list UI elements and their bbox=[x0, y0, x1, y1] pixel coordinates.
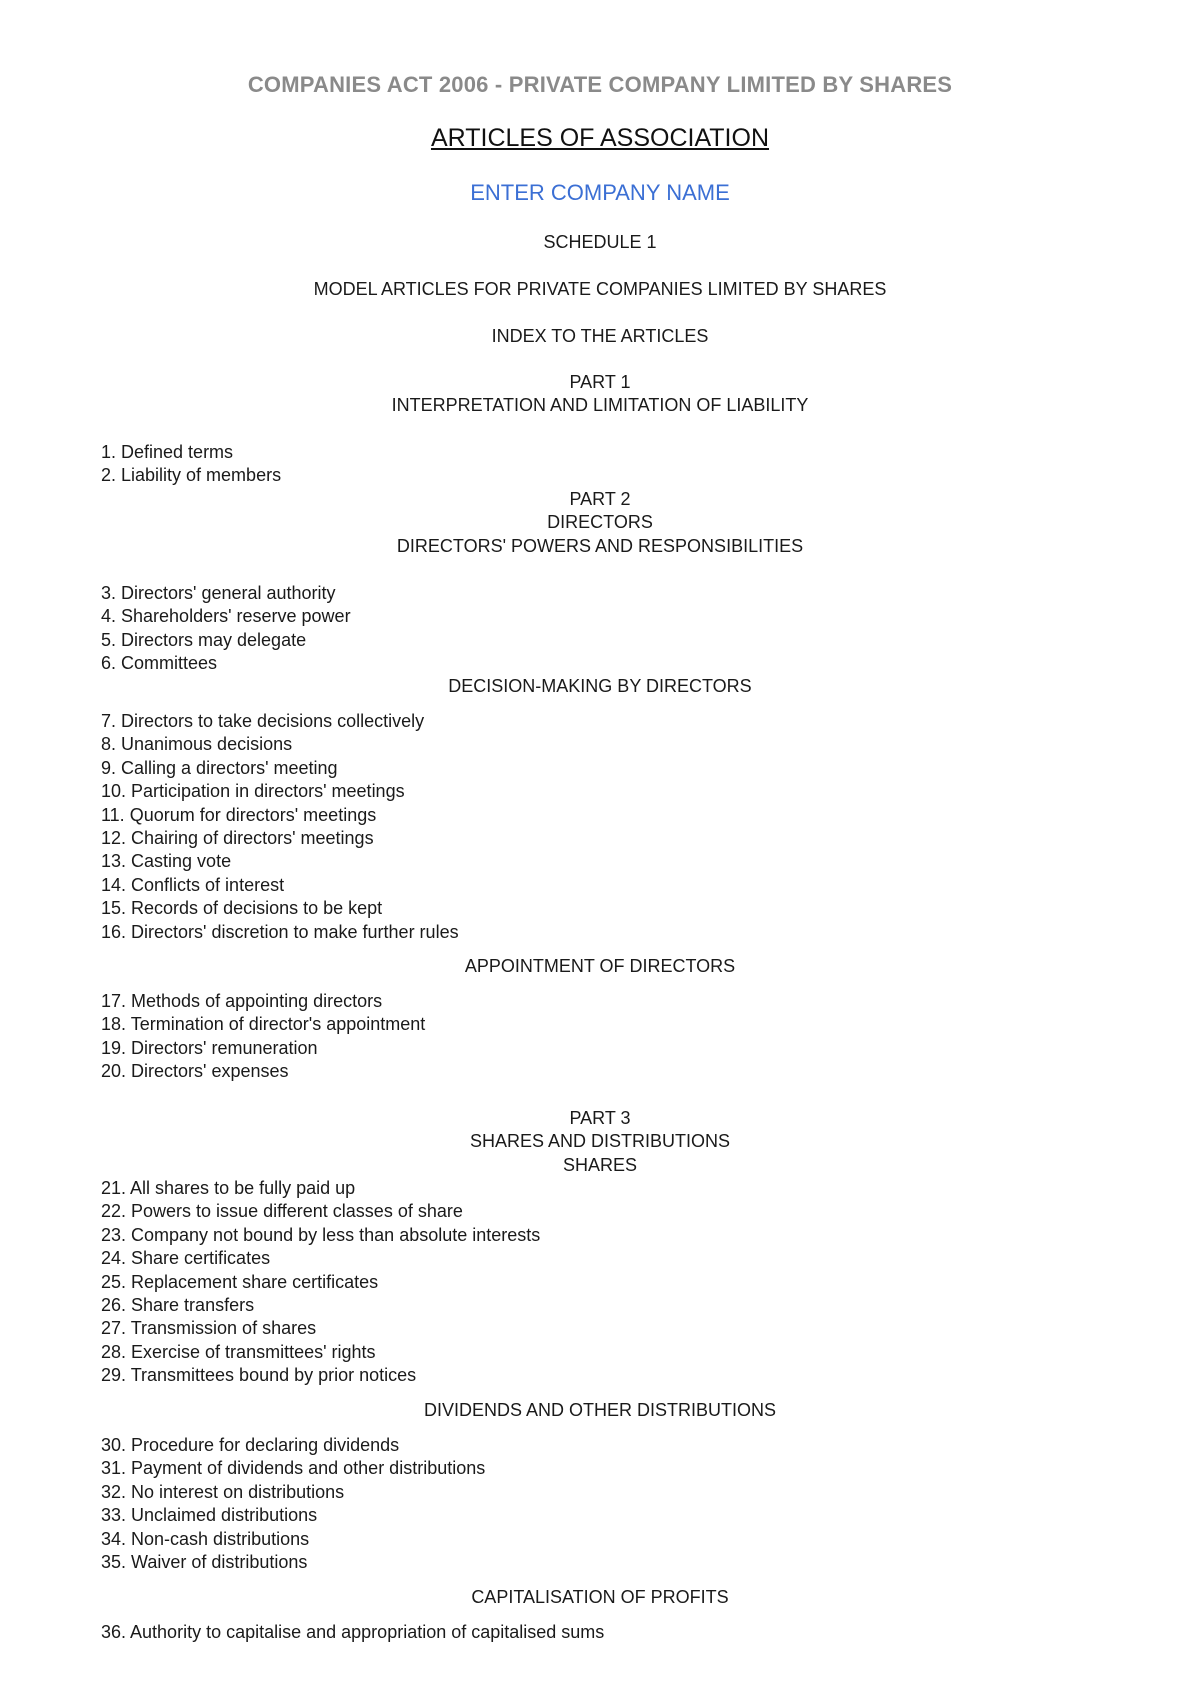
list-item[interactable]: 12. Chairing of directors' meetings bbox=[101, 828, 374, 849]
part3-heading bbox=[0, 1107, 1200, 1177]
part2-label: PART 2 bbox=[569, 489, 631, 509]
part3-sub2: DIVIDENDS AND OTHER DISTRIBUTIONS bbox=[423, 1400, 777, 1420]
list-item[interactable]: 29. Transmittees bound by prior notices bbox=[101, 1365, 417, 1386]
list-item[interactable]: 21. All shares to be fully paid up bbox=[101, 1178, 356, 1198]
list-item[interactable]: 14. Conflicts of interest bbox=[101, 874, 285, 895]
part2-sub3: APPOINTMENT OF DIRECTORS bbox=[464, 956, 736, 976]
list-item[interactable]: 8. Unanimous decisions bbox=[101, 734, 293, 755]
part3-list1 bbox=[101, 1177, 540, 1388]
part3-list3 bbox=[101, 1621, 604, 1644]
list-item[interactable]: 7. Directors to take decisions collectively bbox=[101, 711, 425, 731]
index-heading: INDEX TO THE ARTICLES bbox=[491, 326, 709, 346]
list-item[interactable]: 17. Methods of appointing directors bbox=[101, 991, 383, 1011]
part2-list3 bbox=[101, 990, 425, 1084]
part2-heading bbox=[0, 488, 1200, 558]
list-item[interactable]: 1. Defined terms bbox=[101, 442, 234, 462]
list-item[interactable]: 22. Powers to issue different classes of share bbox=[101, 1201, 463, 1222]
list-item[interactable]: 18. Termination of director's appointment bbox=[101, 1014, 426, 1035]
list-item[interactable]: 2. Liability of members bbox=[101, 465, 282, 486]
list-item[interactable]: 36. Authority to capitalise and appropriation of capitalised sums bbox=[101, 1622, 605, 1642]
list-item[interactable]: 4. Shareholders' reserve power bbox=[101, 606, 351, 627]
list-item[interactable]: 5. Directors may delegate bbox=[101, 629, 307, 650]
list-item[interactable]: 33. Unclaimed distributions bbox=[101, 1505, 318, 1526]
part2-sub1: DIRECTORS' POWERS AND RESPONSIBILITIES bbox=[396, 535, 804, 556]
list-item[interactable]: 3. Directors' general authority bbox=[101, 583, 336, 603]
part1-label: PART 1 bbox=[569, 372, 631, 392]
part2-title: DIRECTORS bbox=[547, 512, 653, 533]
document-header: COMPANIES ACT 2006 - PRIVATE COMPANY LIMITED BY SHARES bbox=[247, 72, 953, 97]
list-item[interactable]: 16. Directors' discretion to make further rules bbox=[101, 921, 459, 942]
list-item[interactable]: 20. Directors' expenses bbox=[101, 1061, 289, 1082]
list-item[interactable]: 30. Procedure for declaring dividends bbox=[101, 1435, 400, 1455]
part2-sub2: DECISION-MAKING BY DIRECTORS bbox=[448, 676, 752, 696]
list-item[interactable]: 35. Waiver of distributions bbox=[101, 1552, 308, 1573]
list-item[interactable]: 9. Calling a directors' meeting bbox=[101, 757, 338, 778]
list-item[interactable]: 26. Share transfers bbox=[101, 1295, 255, 1316]
part3-title: SHARES AND DISTRIBUTIONS bbox=[469, 1131, 731, 1152]
part2-list2 bbox=[101, 710, 459, 944]
list-item[interactable]: 32. No interest on distributions bbox=[101, 1481, 345, 1502]
list-item[interactable]: 13. Casting vote bbox=[101, 851, 232, 872]
schedule-heading: SCHEDULE 1 bbox=[543, 232, 657, 252]
list-item[interactable]: 34. Non-cash distributions bbox=[101, 1528, 310, 1549]
part1-title: INTERPRETATION AND LIMITATION OF LIABILITY bbox=[391, 395, 809, 416]
part3-sub3: CAPITALISATION OF PROFITS bbox=[471, 1587, 729, 1607]
list-item[interactable]: 23. Company not bound by less than absolute interests bbox=[101, 1224, 541, 1245]
part3-sub1: SHARES bbox=[562, 1154, 638, 1175]
part1-heading bbox=[0, 371, 1200, 418]
list-item[interactable]: 25. Replacement share certificates bbox=[101, 1271, 379, 1292]
list-item[interactable]: 24. Share certificates bbox=[101, 1248, 271, 1269]
list-item[interactable]: 11. Quorum for directors' meetings bbox=[101, 804, 377, 825]
list-item[interactable]: 28. Exercise of transmittees' rights bbox=[101, 1341, 376, 1362]
company-name-placeholder[interactable]: ENTER COMPANY NAME bbox=[470, 180, 730, 205]
list-item[interactable]: 19. Directors' remuneration bbox=[101, 1037, 318, 1058]
list-item[interactable]: 6. Committees bbox=[101, 653, 218, 674]
part1-list bbox=[101, 441, 281, 488]
list-item[interactable]: 27. Transmission of shares bbox=[101, 1318, 317, 1339]
document-title: ARTICLES OF ASSOCIATION bbox=[430, 124, 770, 152]
list-item[interactable]: 10. Participation in directors' meetings bbox=[101, 781, 405, 802]
list-item[interactable]: 15. Records of decisions to be kept bbox=[101, 898, 383, 919]
part2-list1 bbox=[101, 582, 351, 676]
part3-label: PART 3 bbox=[569, 1108, 631, 1128]
part3-list2 bbox=[101, 1434, 485, 1574]
model-articles-heading: MODEL ARTICLES FOR PRIVATE COMPANIES LIMITED BY SHARES bbox=[313, 279, 887, 299]
list-item[interactable]: 31. Payment of dividends and other distributions bbox=[101, 1458, 486, 1479]
